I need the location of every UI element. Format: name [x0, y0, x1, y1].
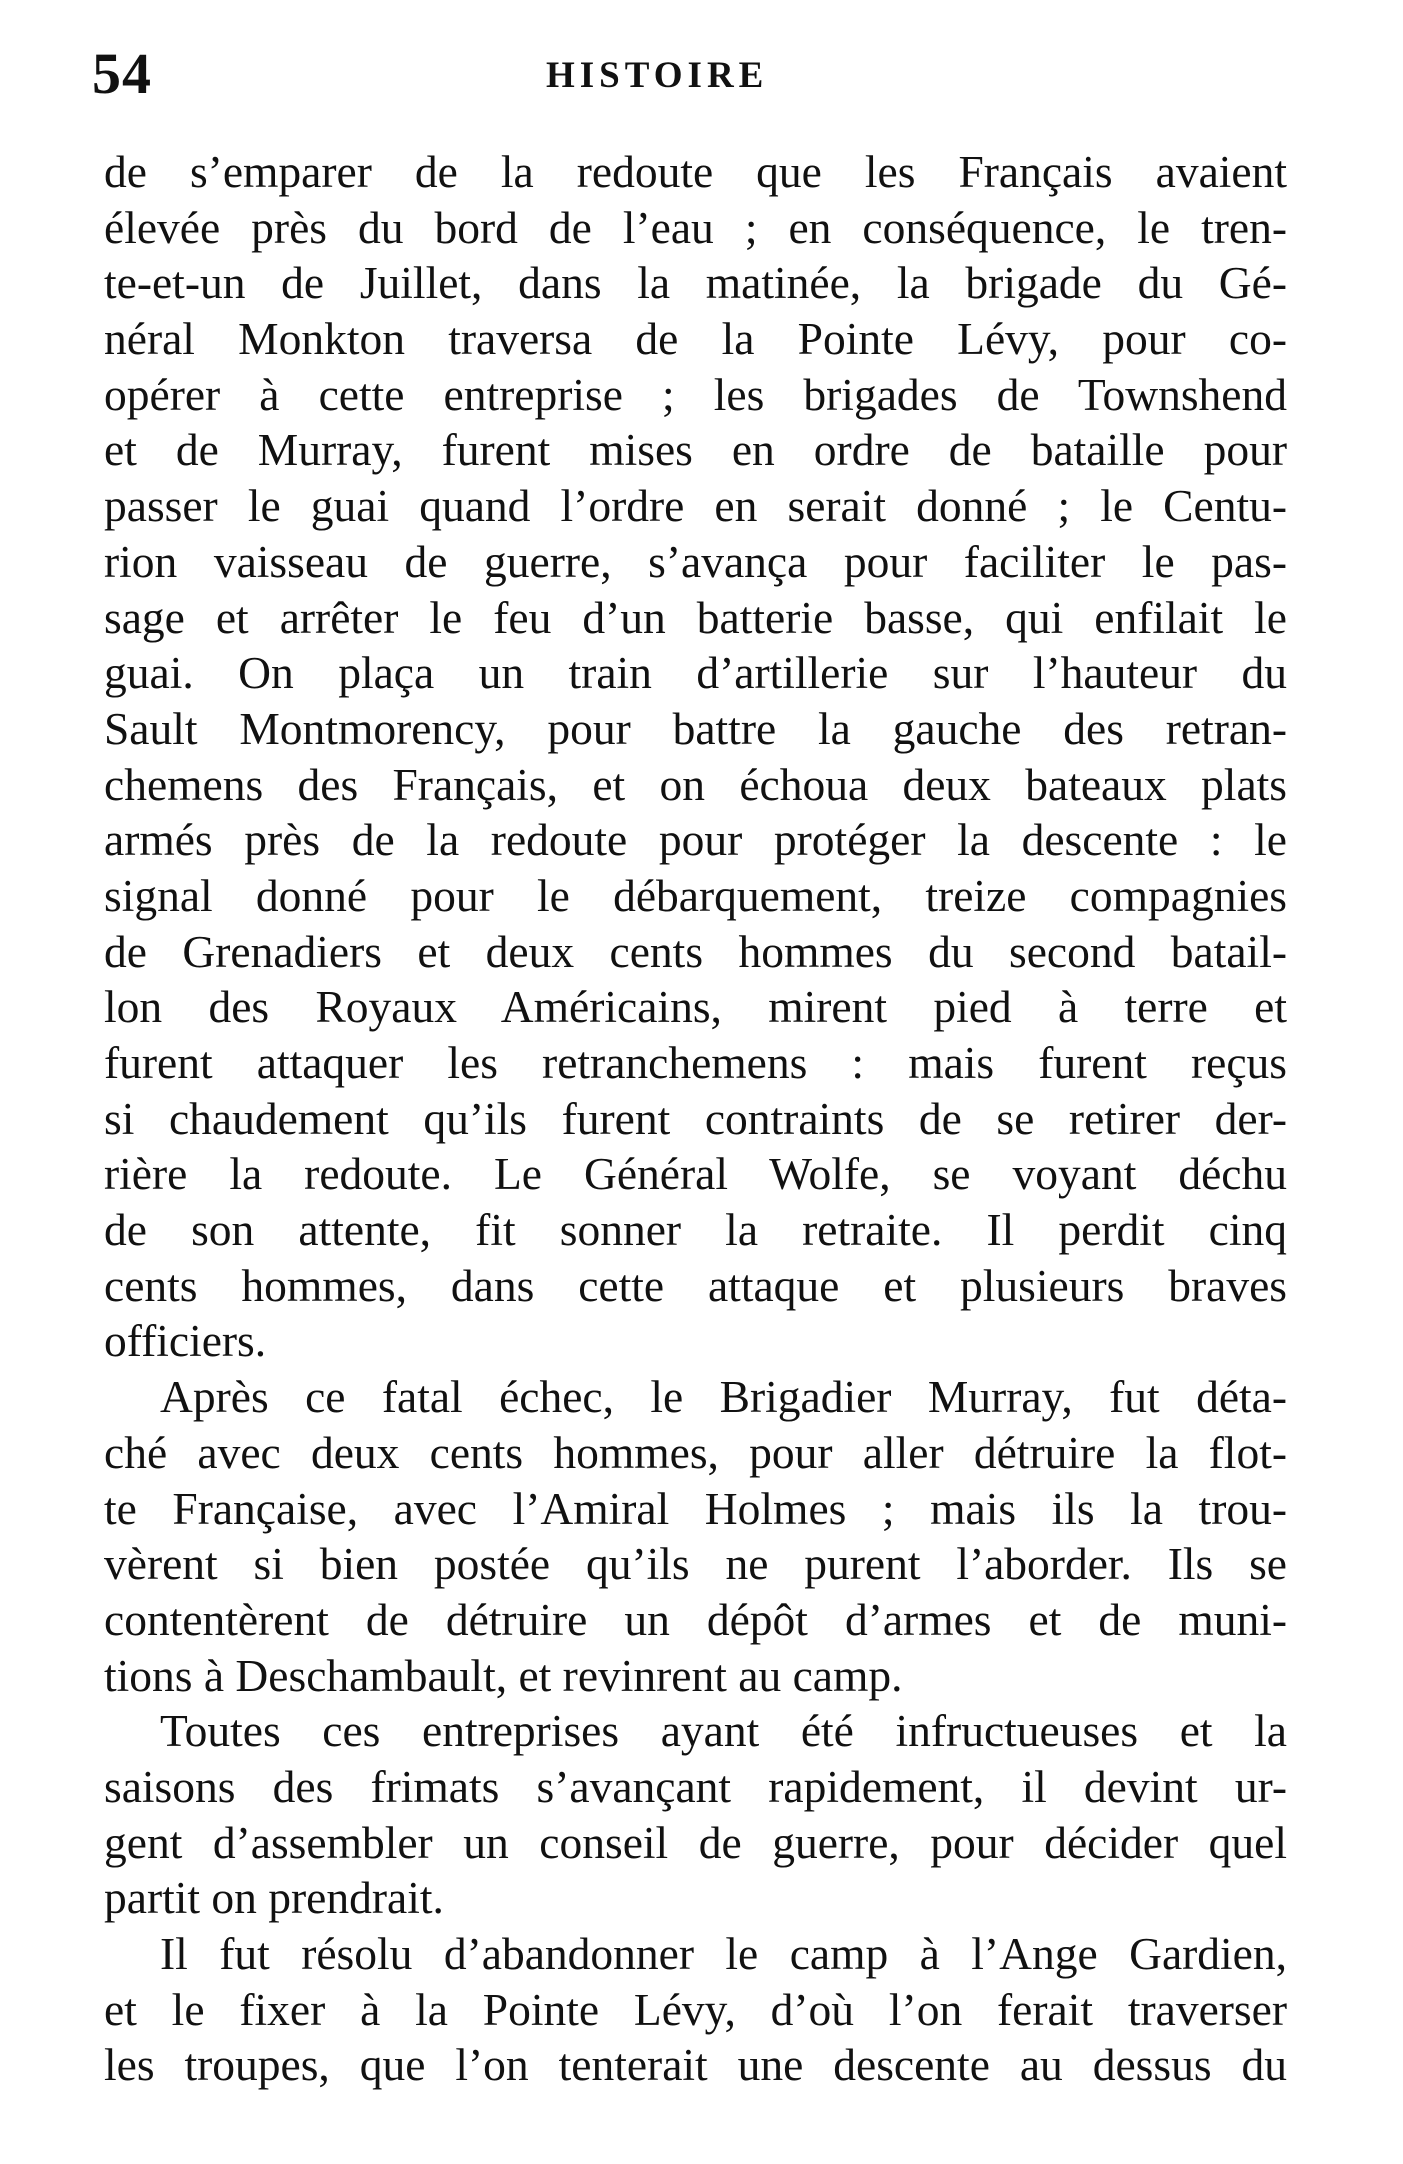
text-line: te Française, avec l’Amiral Holmes ; mais ils la trou-: [104, 1482, 1287, 1534]
text-line: te-et-un de Juillet, dans la matinée, la brigade du Gé-: [104, 257, 1287, 309]
text-line: Après ce fatal échec, le Brigadier Murray, fut déta-: [160, 1371, 1287, 1423]
text-line: saisons des frimats s’avançant rapidement, il devint ur-: [104, 1760, 1287, 1812]
running-title: HISTOIRE: [546, 55, 769, 96]
text-line: lon des Royaux Américains, mirent pied à terre et: [104, 981, 1287, 1033]
text-line: rière la redoute. Le Général Wolfe, se voyant déchu: [104, 1148, 1287, 1200]
text-line: officiers.: [104, 1315, 267, 1367]
text-line: si chaudement qu’ils furent contraints de se retirer der-: [104, 1092, 1287, 1144]
page-number: 54: [92, 41, 152, 106]
text-line: ché avec deux cents hommes, pour aller détruire la flot-: [104, 1426, 1287, 1478]
text-line: vèrent si bien postée qu’ils ne purent l’aborder. Ils se: [104, 1538, 1287, 1590]
text-line: et de Murray, furent mises en ordre de bataille pour: [104, 424, 1287, 476]
text-line: gent d’assembler un conseil de guerre, pour décider quel: [104, 1816, 1287, 1868]
paragraph: [104, 1369, 1287, 1703]
running-head: [92, 40, 1292, 110]
paragraph: [104, 144, 1287, 1369]
text-line: les troupes, que l’on tenterait une descente au dessus du: [104, 2039, 1287, 2091]
text-line: contentèrent de détruire un dépôt d’armes et de muni-: [104, 1593, 1287, 1645]
text-line: Sault Montmorency, pour battre la gauche des retran-: [104, 702, 1287, 754]
text-line: signal donné pour le débarquement, treize compagnies: [104, 869, 1287, 921]
text-line: sage et arrêter le feu d’un batterie basse, qui enfilait le: [104, 591, 1287, 643]
text-line: furent attaquer les retranchemens : mais furent reçus: [104, 1037, 1287, 1088]
text-line: chemens des Français, et on échoua deux bateaux plats: [104, 758, 1287, 810]
text-line: partit on prendrait.: [104, 1872, 444, 1924]
text-line: élevée près du bord de l’eau ; en conséquence, le tren-: [104, 201, 1287, 253]
text-line: de son attente, fit sonner la retraite. Il perdit cinq: [104, 1204, 1287, 1256]
body-text: [104, 144, 1287, 2093]
text-line: de s’emparer de la redoute que les Français avaient: [104, 146, 1287, 197]
paragraph: [104, 1926, 1287, 2093]
text-line: guai. On plaça un train d’artillerie sur l’hauteur du: [104, 647, 1287, 699]
text-line: néral Monkton traversa de la Pointe Lévy, pour co-: [104, 313, 1287, 365]
text-line: de Grenadiers et deux cents hommes du second batail-: [104, 925, 1287, 977]
paragraph: [104, 1703, 1287, 1926]
text-line: rion vaisseau de guerre, s’avança pour faciliter le pas-: [104, 535, 1287, 587]
text-line: Il fut résolu d’abandonner le camp à l’Ange Gardien,: [160, 1928, 1287, 1979]
text-line: armés près de la redoute pour protéger la descente : le: [104, 814, 1287, 866]
text-line: passer le guai quand l’ordre en serait donné ; le Centu-: [104, 480, 1287, 532]
text-line: tions à Deschambault, et revinrent au camp.: [104, 1649, 903, 1701]
text-line: Toutes ces entreprises ayant été infructueuses et la: [160, 1705, 1287, 1757]
text-line: cents hommes, dans cette attaque et plusieurs braves: [104, 1259, 1287, 1311]
text-line: opérer à cette entreprise ; les brigades de Townshend: [104, 368, 1287, 420]
text-line: et le fixer à la Pointe Lévy, d’où l’on ferait traverser: [104, 1983, 1287, 2035]
